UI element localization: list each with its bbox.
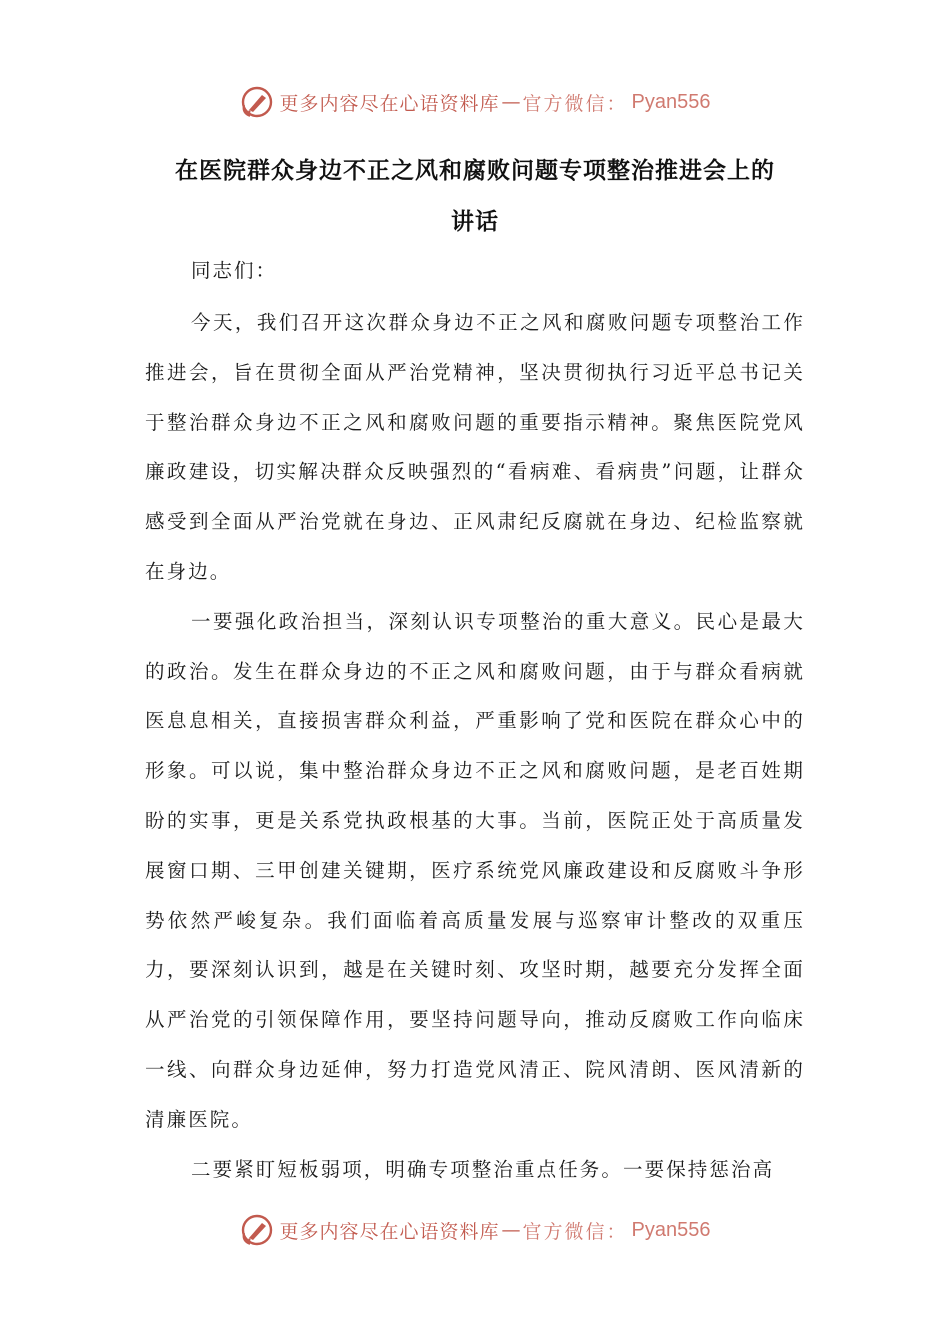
footer-watermark-banner	[0, 1210, 950, 1250]
banner-wechat-label: 官方微信：	[522, 1220, 628, 1243]
banner-text: 更多内容尽在心语资料库	[279, 1220, 500, 1243]
pen-circle-icon	[240, 85, 274, 119]
paragraph: 今天，我们召开这次群众身边不正之风和腐败问题专项整治工作推进会，旨在贯彻全面从严治党精神，坚决贯彻执行习近平总书记关于整治群众身边不正之风和腐败问题的重要指示精神。聚焦医院党风廉政建设，切实解决群众反映强烈的“看病难、看病贵”问题，让群众感受到全面从严治党就在身边、正风肃纪反腐就在身边、纪检监察就在身边。	[145, 311, 805, 583]
banner-wechat-id: Pyan556	[631, 1218, 711, 1241]
document-title-line-1: 在医院群众身边不正之风和腐败问题专项整治推进会上的	[175, 158, 775, 184]
header-watermark-banner	[0, 82, 950, 122]
banner-wechat-id: Pyan556	[631, 90, 711, 113]
banner-dash: —	[501, 1219, 521, 1241]
banner-wechat-label: 官方微信：	[522, 92, 628, 115]
banner-text: 更多内容尽在心语资料库	[279, 92, 500, 115]
salutation: 同志们：	[191, 259, 278, 282]
document-title-line-2: 讲话	[451, 209, 499, 235]
paragraph: 二要紧盯短板弱项，明确专项整治重点任务。一要保持惩治高	[191, 1157, 775, 1181]
paragraph: 一要强化政治担当，深刻认识专项整治的重大意义。民心是最大的政治。发生在群众身边的不正之风和腐败问题，由于与群众看病就医息息相关，直接损害群众利益，严重影响了党和医院在群众心中的形象。可以说，集中整治群众身边不正之风和腐败问题，是老百姓期盼的实事，更是关系党执政根基的大事。当前，医院正处于高质量发展窗口期、三甲创建关键期，医疗系统党风廉政建设和反腐败斗争形势依然严峻复杂。我们面临着高质量发展与巡察审计整改的双重压力，要深刻认识到，越是在关键时刻、攻坚时期，越要充分发挥全面从严治党的引领保障作用，要坚持问题导向，推动反腐败工作向临床一线、向群众身边延伸，努力打造党风清正、院风清朗、医风清新的清廉医院。	[145, 609, 805, 1131]
banner-dash: —	[501, 91, 521, 113]
document-body	[145, 298, 805, 1194]
pen-circle-icon	[240, 1213, 274, 1247]
